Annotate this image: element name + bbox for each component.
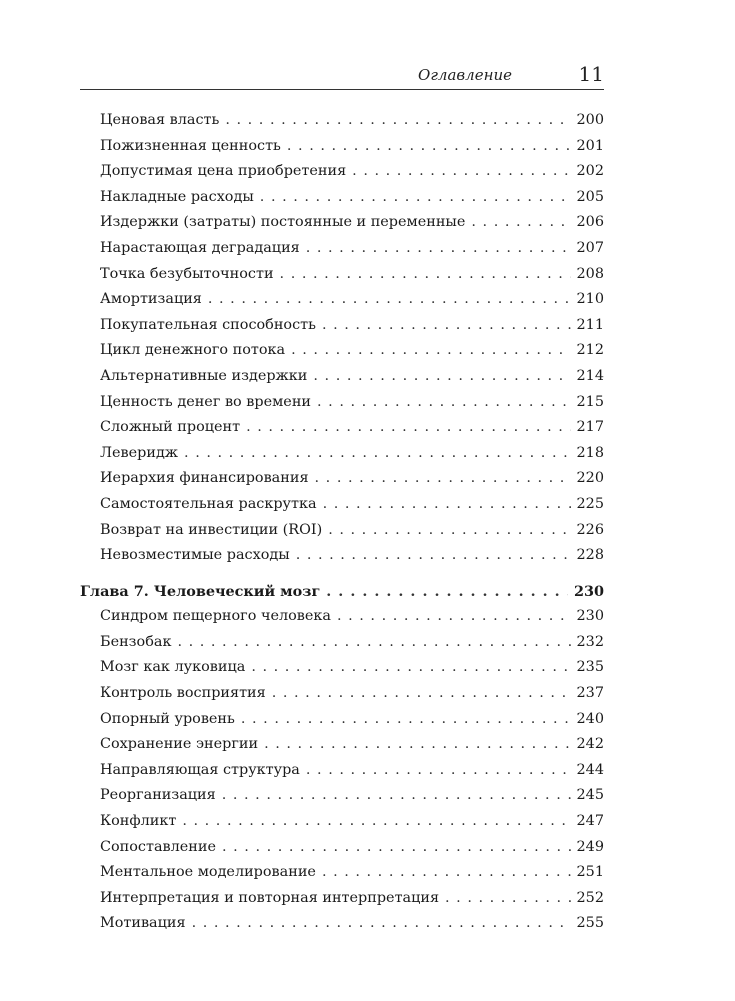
toc-entry-title: Невозместимые расходы	[100, 547, 290, 564]
toc-entry-page: 226	[576, 521, 604, 538]
leader-dots	[280, 262, 571, 288]
toc-entry-page: 208	[576, 265, 604, 282]
leader-dots	[264, 732, 570, 758]
toc-entry-title: Допустимая цена приобретения	[100, 163, 347, 180]
toc-entry-title: Ценовая власть	[100, 112, 220, 128]
toc-entry[interactable]	[80, 364, 604, 390]
leader-dots	[246, 415, 570, 441]
toc-entry[interactable]	[80, 390, 604, 416]
toc-entry[interactable]	[80, 415, 604, 441]
toc-entry-page: 245	[576, 787, 604, 804]
leader-dots	[328, 518, 570, 544]
toc-chapter-page: 230	[573, 582, 604, 600]
toc-entry-title: Направляющая структура	[100, 761, 300, 778]
toc-entry[interactable]	[80, 466, 604, 492]
leader-dots	[352, 159, 570, 185]
toc-entry-page: 228	[576, 547, 604, 564]
leader-dots	[291, 338, 570, 364]
toc-entry-page: 220	[576, 470, 604, 487]
toc-entry-title: Цикл денежного потока	[100, 342, 286, 359]
leader-dots	[313, 364, 570, 390]
leader-dots	[337, 604, 571, 630]
toc-entry-title: Мозг как луковица	[100, 659, 246, 676]
toc-entry[interactable]	[80, 835, 604, 861]
toc-entry-page: 255	[576, 915, 604, 932]
toc-entry-page: 242	[576, 736, 604, 753]
toc-entry-page: 217	[576, 419, 604, 436]
toc-entry-page: 225	[576, 495, 604, 512]
toc-entry-page: 206	[576, 214, 604, 231]
leader-dots	[251, 655, 570, 681]
toc-entry-page: 214	[576, 367, 604, 384]
toc-chapter-title: Глава 7. Человеческий мозг	[80, 582, 321, 600]
toc-entry[interactable]	[80, 159, 604, 185]
toc-entry-title: Амортизация	[100, 291, 202, 308]
toc-entry-page: 200	[576, 112, 604, 128]
toc-entry-title: Контроль восприятия	[100, 685, 266, 702]
toc-entry-title: Ментальное моделирование	[100, 864, 316, 881]
toc-entry-title: Самостоятельная раскрутка	[100, 495, 317, 512]
toc-entry-title: Пожизненная ценность	[100, 137, 281, 154]
toc-entry[interactable]	[80, 338, 604, 364]
toc-entry-title: Точка безубыточности	[100, 265, 274, 282]
leader-dots	[222, 783, 571, 809]
toc-entry[interactable]	[80, 707, 604, 733]
leader-dots	[182, 809, 570, 835]
toc-entry-page: 230	[576, 608, 604, 625]
toc-entry-title: Ценность денег во времени	[100, 393, 312, 410]
toc-entry[interactable]	[80, 518, 604, 544]
leader-dots	[315, 466, 571, 492]
leader-dots	[225, 108, 570, 134]
leader-dots	[306, 758, 571, 784]
toc-entry[interactable]	[80, 681, 604, 707]
toc-entry[interactable]	[80, 108, 604, 134]
leader-dots	[322, 313, 571, 339]
toc-entry-page: 251	[576, 864, 604, 881]
toc-entry[interactable]	[80, 732, 604, 758]
toc-entry-title: Сложный процент	[100, 419, 241, 436]
toc-entry[interactable]	[80, 313, 604, 339]
toc-entry-page: 207	[576, 239, 604, 256]
toc-entry-title: Альтернативные издержки	[100, 367, 308, 384]
toc-entry[interactable]	[80, 886, 604, 912]
leader-dots	[208, 287, 571, 313]
toc-entry[interactable]	[80, 134, 604, 160]
leader-dots	[192, 911, 571, 937]
toc-entry-title: Интерпретация и повторная интерпретация	[100, 889, 440, 906]
toc-entry[interactable]	[80, 758, 604, 784]
toc-entry-title: Мотивация	[100, 915, 186, 932]
running-header-title: Оглавление	[418, 66, 512, 84]
toc-entry-page: 218	[576, 444, 604, 461]
toc-entry[interactable]	[80, 543, 604, 569]
toc-entry[interactable]	[80, 287, 604, 313]
toc-entry[interactable]	[80, 236, 604, 262]
page-number: 11	[578, 62, 604, 86]
toc-entry-title: Опорный уровень	[100, 710, 235, 727]
toc-entry-page: 202	[576, 163, 604, 180]
leader-dots	[177, 630, 570, 656]
toc-entry[interactable]	[80, 860, 604, 886]
toc-chapter-entry[interactable]	[80, 579, 604, 605]
leader-dots	[445, 886, 571, 912]
toc-entry-title: Издержки (затраты) постоянные и переменные	[100, 214, 466, 231]
leader-dots	[317, 390, 571, 416]
leader-dots	[322, 860, 571, 886]
toc-entry-page: 201	[576, 137, 604, 154]
toc-entry[interactable]	[80, 492, 604, 518]
leader-dots	[323, 492, 571, 518]
toc-entry[interactable]	[80, 783, 604, 809]
leader-dots	[296, 543, 571, 569]
toc-entry[interactable]	[80, 604, 604, 630]
header-divider	[80, 89, 604, 90]
toc-entry[interactable]	[80, 262, 604, 288]
leader-dots	[306, 236, 571, 262]
toc-entry[interactable]	[80, 911, 604, 937]
toc-entry-title: Сохранение энергии	[100, 736, 259, 753]
toc-entry-title: Иерархия финансирования	[100, 470, 309, 487]
leader-dots	[184, 441, 570, 467]
leader-dots	[222, 835, 571, 861]
toc-entry-page: 211	[576, 316, 604, 333]
running-header	[80, 62, 604, 88]
toc-entry-page: 212	[576, 342, 604, 359]
toc-entry[interactable]	[80, 210, 604, 236]
toc-entry-title: Нарастающая деградация	[100, 239, 300, 256]
toc-entry-title: Леверидж	[100, 444, 179, 461]
toc-entry[interactable]	[80, 655, 604, 681]
toc-entry-page: 249	[576, 838, 604, 855]
toc-entry-title: Конфликт	[100, 813, 177, 830]
leader-dots	[287, 134, 571, 160]
toc-entry-title: Покупательная способность	[100, 316, 316, 333]
toc-entry[interactable]	[80, 630, 604, 656]
toc-entry-page: 247	[576, 813, 604, 830]
toc-entry-page: 205	[576, 188, 604, 205]
toc-entry-title: Накладные расходы	[100, 188, 254, 205]
toc-entry-page: 232	[576, 633, 604, 650]
table-of-contents	[80, 108, 604, 937]
toc-entry-page: 244	[576, 761, 604, 778]
toc-entry[interactable]	[80, 441, 604, 467]
toc-entry[interactable]	[80, 809, 604, 835]
toc-entry-title: Сопоставление	[100, 838, 216, 855]
toc-entry[interactable]	[80, 185, 604, 211]
toc-entry-page: 215	[576, 393, 604, 410]
leader-dots	[326, 579, 568, 605]
leader-dots	[272, 681, 571, 707]
toc-entry-page: 235	[576, 659, 604, 676]
toc-entry-title: Реорганизация	[100, 787, 216, 804]
leader-dots	[241, 707, 571, 733]
toc-entry-page: 240	[576, 710, 604, 727]
toc-entry-page: 237	[576, 685, 604, 702]
toc-entry-page: 252	[576, 889, 604, 906]
leader-dots	[471, 210, 570, 236]
toc-entry-page: 210	[576, 291, 604, 308]
toc-entry-title: Бензобак	[100, 633, 172, 650]
toc-entry-title: Возврат на инвестиции (ROI)	[100, 521, 323, 538]
toc-entry-title: Синдром пещерного человека	[100, 608, 331, 625]
leader-dots	[260, 185, 571, 211]
